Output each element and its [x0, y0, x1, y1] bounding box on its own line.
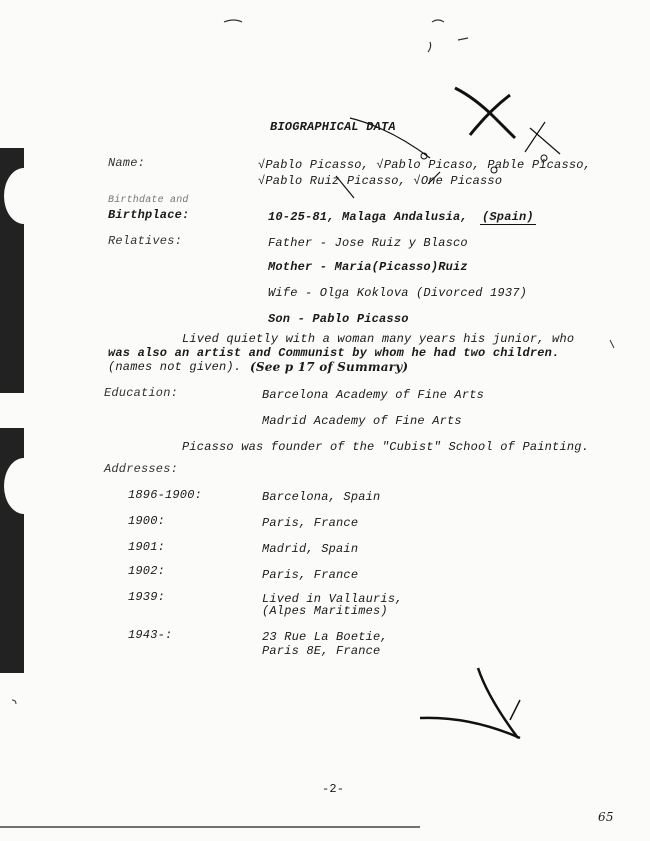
- relative-wife: Wife - Olga Koklova (Divorced 1937): [268, 286, 528, 300]
- education-barcelona: Barcelona Academy of Fine Arts: [262, 388, 485, 402]
- paragraph-line2: was also an artist and Communist by whom he had two children.: [108, 346, 560, 360]
- paragraph-line3: (names not given).: [108, 360, 242, 374]
- addresses-label: Addresses:: [104, 462, 179, 476]
- birth-country: (Spain): [482, 210, 534, 224]
- address-place: 23 Rue La Boetie,: [262, 630, 388, 644]
- birthplace-label: Birthplace:: [108, 208, 190, 222]
- handwritten-note: (See p 17 of Summary): [250, 360, 409, 374]
- paragraph-line1: Lived quietly with a woman many years his junior, who: [182, 332, 575, 346]
- address-place-line2: Paris 8E, France: [262, 644, 381, 658]
- corner-handwritten-number: 65: [598, 810, 614, 824]
- relative-son: Son - Pablo Picasso: [268, 312, 409, 326]
- address-place: Barcelona, Spain: [262, 490, 381, 504]
- education-madrid: Madrid Academy of Fine Arts: [262, 414, 462, 428]
- address-years: 1943-:: [128, 628, 173, 642]
- address-place: Paris, France: [262, 516, 359, 530]
- address-years: 1939:: [128, 590, 166, 604]
- address-years: 1896-1900:: [128, 488, 203, 502]
- relatives-label: Relatives:: [108, 234, 183, 248]
- name-value-line2: √Pablo Ruiz Picasso, √One Picasso: [258, 174, 503, 188]
- address-place-line2: (Alpes Maritimes): [262, 604, 388, 618]
- education-label: Education:: [104, 386, 179, 400]
- address-place: Paris, France: [262, 568, 359, 582]
- relative-mother: Mother - Maria(Picasso)Ruiz: [268, 260, 468, 274]
- address-place: Madrid, Spain: [262, 542, 359, 556]
- cubist-statement: Picasso was founder of the "Cubist" School of Painting.: [182, 440, 590, 454]
- page-number: -2-: [322, 782, 345, 796]
- birthdate-label: Birthdate and: [108, 195, 189, 206]
- address-years: 1900:: [128, 514, 166, 528]
- name-value-line1: √Pablo Picasso, √Pablo Picaso, Pable Picasso,: [258, 158, 592, 172]
- address-years: 1901:: [128, 540, 166, 554]
- relative-father: Father - Jose Ruiz y Blasco: [268, 236, 468, 250]
- name-label: Name:: [108, 156, 146, 170]
- birth-value: 10-25-81, Malaga Andalusia,: [268, 210, 468, 224]
- document-title: BIOGRAPHICAL DATA: [270, 120, 396, 134]
- address-place: Lived in Vallauris,: [262, 592, 403, 606]
- address-years: 1902:: [128, 564, 166, 578]
